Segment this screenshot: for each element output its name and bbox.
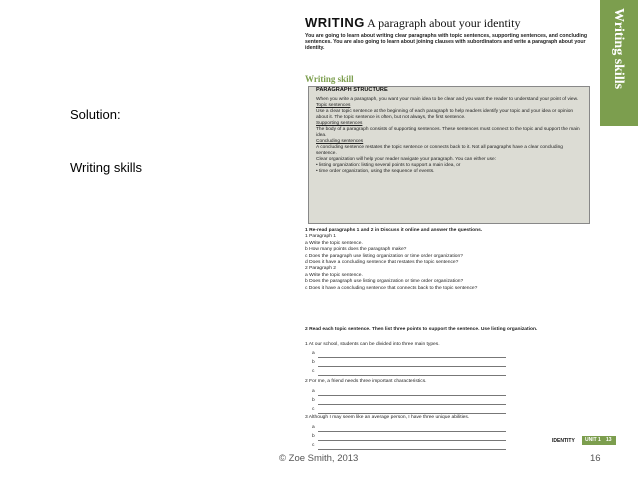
slide-number: 16	[590, 453, 601, 464]
answer-line[interactable]	[318, 431, 506, 432]
side-tab: Writing skills	[600, 0, 638, 126]
q2-item-3: 3 Although I may seem like an average person, I have three unique abilities.	[305, 415, 470, 420]
copyright-text: © Zoe Smith, 2013	[279, 453, 359, 464]
skill-heading: Writing skill	[305, 74, 354, 84]
answer-line[interactable]	[318, 366, 506, 367]
title-bold: WRITING	[305, 15, 365, 30]
answer-line[interactable]	[318, 404, 506, 405]
answer-line[interactable]	[318, 449, 506, 450]
footer-identity: IDENTITY	[552, 438, 575, 444]
answer-line[interactable]	[318, 357, 506, 358]
q2-item-1: 1 At our school, students can be divided into three main types.	[305, 342, 440, 347]
box-heading: PARAGRAPH STRUCTURE	[316, 87, 388, 93]
q2-item-2: 2 For me, a friend needs three important characteristics.	[305, 379, 427, 384]
question-1: 1 Re-read paragraphs 1 and 2 in Discuss it online and answer the questions. 1 Paragraph 1 a Write the topic sentence. b How many points does the paragraph make? c Does the paragraph use listing organization or time order organization? d Does it have a concluding sentence that restates the topic sentence? 2 Paragraph 2 a Write the topic sentence. b Does the paragraph use listing organization or time order organization? c Does it have a concluding sentence that connects back to the topic sentence?	[305, 228, 483, 291]
question-2: 2 Read each topic sentence. Then list three points to support the sentence. Use listing organization.	[305, 327, 538, 332]
intro-text: You are going to learn about writing clear paragraphs with topic sentences, supporting sentences, and concluding sentences. You are also going to learn about joining clauses with subordinators and write a paragraph about your identity.	[305, 33, 588, 52]
solution-label: Solution:	[70, 107, 121, 122]
page-title	[305, 15, 520, 31]
answer-line[interactable]	[318, 440, 506, 441]
unit-badge: UNIT 1 13	[582, 436, 616, 445]
answer-line[interactable]	[318, 375, 506, 376]
title-rest: A paragraph about your identity	[367, 16, 521, 30]
answer-line[interactable]	[318, 395, 506, 396]
answer-line[interactable]	[318, 413, 506, 414]
box-text: When you write a paragraph, you want your main idea to be clear and you want the reader to understand your point of view. Topic sentences Use a clear topic sentence at the beginning of each paragraph to help readers identify your topic and your idea or opinion about it. The topic sentence is often, but not always, the first sentence. Supporting sentences The body of a paragraph consists of supporting sentences. These sentences must connect to the topic and support the main idea. Concluding sentences A concluding sentence restates the topic sentence or connects back to it. Not all paragraphs have a clear concluding sentence. Clear organization will help your reader navigate your paragraph. You can either use: • listing organization: listing several points to support a main idea, or • time order organization, using the sequence of events.	[316, 97, 580, 174]
writing-skills-label: Writing skills	[70, 160, 142, 175]
